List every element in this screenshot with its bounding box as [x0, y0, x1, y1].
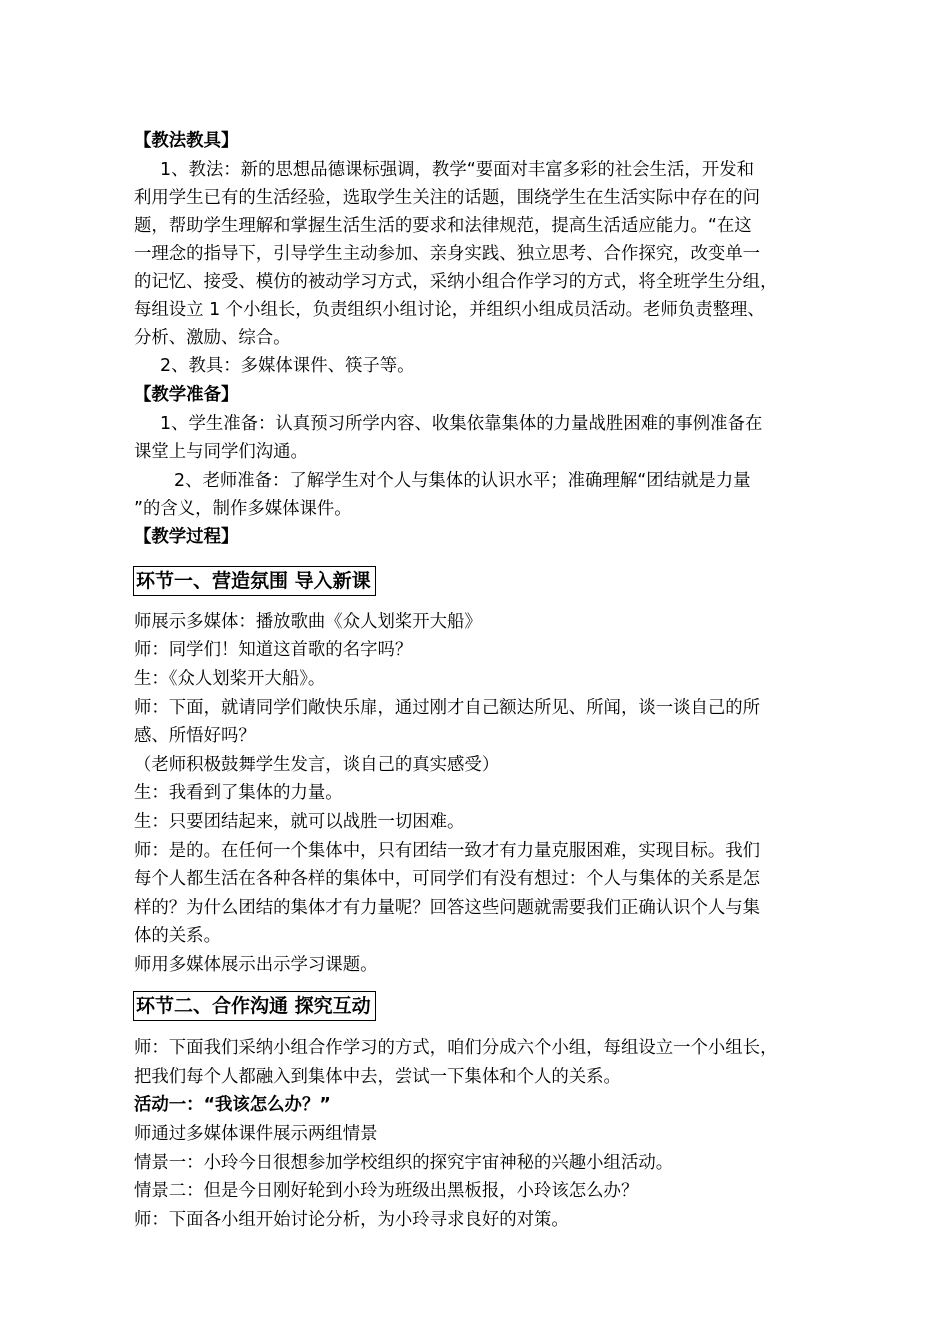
tools-line: 2、教具：多媒体课件、筷子等。	[160, 356, 415, 376]
dialogue-line: 师：下面，就请同学们敞快乐扉，通过刚才自己额达所见、所闻，谈一谈自己的所	[134, 698, 761, 718]
method-line: 题，帮助学生理解和掌握生活生活的要求和法律规范，提高生活适应能力。“在这	[134, 216, 752, 236]
dialogue-line: 师通过多媒体课件展示两组情景	[134, 1124, 378, 1144]
stage2-title: 环节二、合作沟通 探究互动	[133, 991, 376, 1021]
method-line: 利用学生已有的生活经验，选取学生关注的话题，围绕学生在生活实际中存在的问	[134, 188, 761, 208]
dialogue-line: （老师积极鼓舞学生发言，谈自己的真实感受）	[134, 755, 500, 775]
heading-methods: 【教法教具】	[134, 131, 239, 151]
activity-title: 活动一：“我该怎么办？”	[134, 1095, 331, 1115]
teacher-prep-line: ”的含义，制作多媒体课件。	[134, 499, 352, 519]
method-line: 的记忆、接受、模仿的被动学习方式，采纳小组合作学习的方式，将全班学生分组，	[134, 272, 778, 292]
method-line: 1、教法：新的思想品德课标强调，教学“要面对丰富多彩的社会生活，开发和	[160, 160, 754, 180]
student-prep-line: 课堂上与同学们沟通。	[134, 442, 308, 462]
dialogue-line: 体的关系。	[134, 926, 221, 946]
dialogue-line: 样的？为什么团结的集体才有力量呢？回答这些问题就需要我们正确认识个人与集	[134, 898, 761, 918]
dialogue-line: 每个人都生活在各种各样的集体中，可同学们有没有想过：个人与集体的关系是怎	[134, 869, 761, 889]
dialogue-line: 情景二：但是今日刚好轮到小玲为班级出黑板报，小玲该怎么办？	[134, 1181, 639, 1201]
student-prep-line: 1、学生准备：认真预习所学内容、收集依靠集体的力量战胜困难的事例准备在	[160, 414, 763, 434]
method-line: 每组设立 1 个小组长，负责组织小组讨论，并组织小组成员活动。老师负责整理、	[134, 300, 765, 320]
dialogue-line: 师：是的。在任何一个集体中，只有团结一致才有力量克服困难，实现目标。我们	[134, 841, 761, 861]
dialogue-line: 师：同学们！知道这首歌的名字吗？	[134, 640, 413, 660]
dialogue-line: 师：下面我们采纳小组合作学习的方式，咱们分成六个小组，每组设立一个小组长，	[134, 1038, 778, 1058]
dialogue-line: 把我们每个人都融入到集体中去，尝试一下集体和个人的关系。	[134, 1067, 621, 1087]
dialogue-line: 师：下面各小组开始讨论分析，为小玲寻求良好的对策。	[134, 1210, 569, 1230]
dialogue-line: 感、所悟好吗？	[134, 726, 256, 746]
heading-preparation: 【教学准备】	[134, 385, 239, 405]
dialogue-line: 师展示多媒体：播放歌曲《众人划桨开大船》	[134, 612, 482, 632]
teacher-prep-line: 2、老师准备：了解学生对个人与集体的认识水平；准确理解“团结就是力量	[174, 471, 751, 491]
dialogue-line: 生：我看到了集体的力量。	[134, 783, 343, 803]
dialogue-line: 生：《众人划桨开大船》。	[134, 669, 326, 689]
dialogue-line: 师用多媒体展示出示学习课题。	[134, 955, 378, 975]
dialogue-line: 生：只要团结起来，就可以战胜一切困难。	[134, 812, 465, 832]
method-line: 分析、激励、综合。	[134, 328, 291, 348]
dialogue-line: 情景一：小玲今日很想参加学校组织的探究宇宙神秘的兴趣小组活动。	[134, 1153, 674, 1173]
heading-process: 【教学过程】	[134, 527, 239, 547]
method-line: 一理念的指导下，引导学生主动参加、亲身实践、独立思考、合作探究，改变单一	[134, 244, 761, 264]
stage1-title: 环节一、营造氛围 导入新课	[133, 566, 376, 596]
